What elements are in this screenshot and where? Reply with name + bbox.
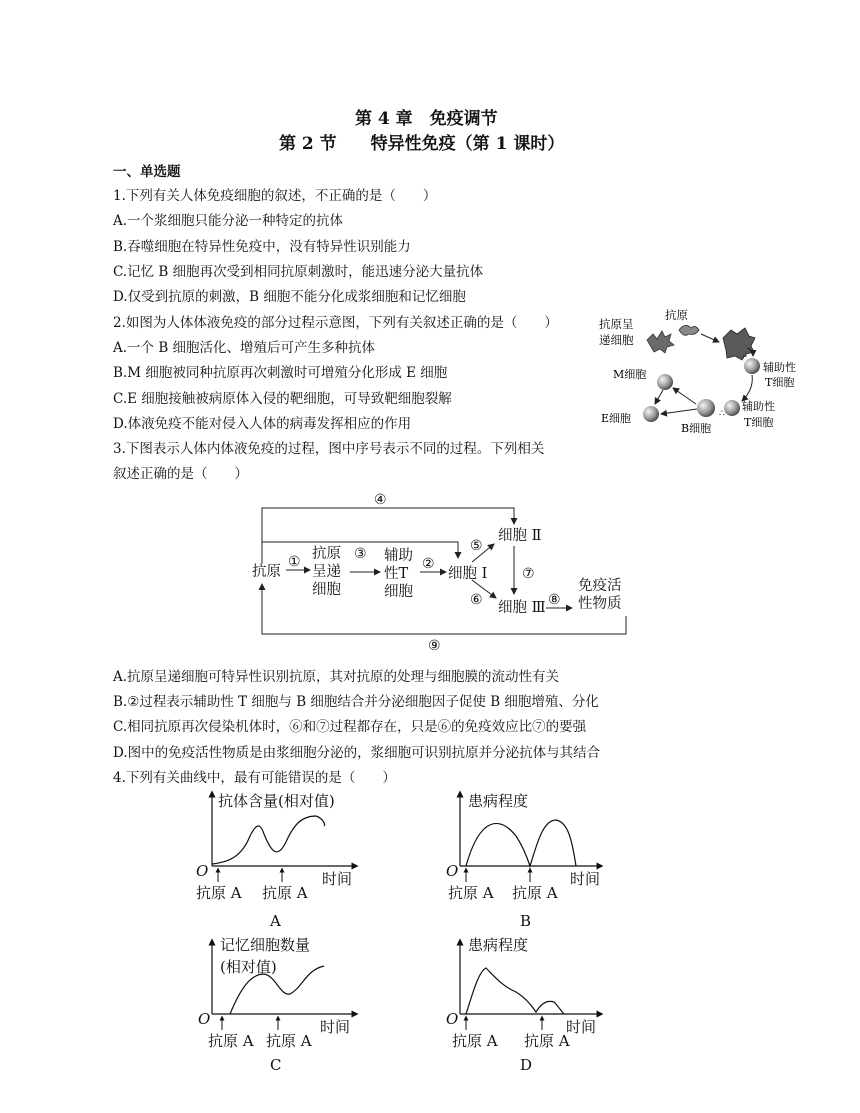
chapter-title: 第 4 章 免疫调节 bbox=[355, 109, 498, 129]
q3-antigen: 抗原 bbox=[252, 564, 281, 580]
q4-c-origin: O bbox=[198, 1010, 211, 1028]
q4-a-antigen-1: 抗原 A bbox=[196, 884, 242, 902]
q3-step-2: ② bbox=[422, 556, 435, 572]
q3-cell-2: 细胞 Ⅱ bbox=[498, 528, 542, 544]
q3-th-3: 细胞 bbox=[384, 584, 413, 600]
q3-cell-1: 细胞 Ⅰ bbox=[448, 566, 488, 582]
q4-c-antigen-2: 抗原 A bbox=[266, 1032, 312, 1050]
q3-option-c: C.相同抗原再次侵染机体时，⑥和⑦过程都存在，只是⑥的免疫效应比⑦的要强 bbox=[113, 719, 587, 735]
q3-option-a: A.抗原呈递细胞可特异性识别抗原，其对抗原的处理与细胞膜的流动性有关 bbox=[113, 669, 560, 685]
q4-c-ylabel-2: (相对值) bbox=[220, 958, 277, 976]
q3-th-1: 辅助 bbox=[384, 548, 413, 564]
q4-c-ylabel-1: 记忆细胞数量 bbox=[220, 936, 311, 954]
q4-b-caption: B bbox=[520, 912, 532, 930]
q4-d-caption: D bbox=[520, 1056, 533, 1074]
q3-step-5: ⑤ bbox=[470, 538, 483, 554]
q2-m-cell-label: M细胞 bbox=[613, 368, 647, 381]
q1-stem: 1.下列有关人体免疫细胞的叙述，不正确的是（ ） bbox=[113, 188, 437, 204]
q2-e-cell bbox=[643, 406, 659, 422]
q4-d-origin: O bbox=[446, 1010, 459, 1028]
q2-th1-label-a: 辅助性 bbox=[763, 361, 796, 374]
q2-antigen-icon bbox=[679, 325, 699, 335]
q1-option-b: B.吞噬细胞在特异性免疫中，没有特异性识别能力 bbox=[113, 239, 411, 255]
q2-b-cell-label: B细胞 bbox=[681, 422, 712, 435]
q1-option-d: D.仅受到抗原的刺激，B 细胞不能分化成浆细胞和记忆细胞 bbox=[113, 289, 466, 305]
q3-substance-1: 免疫活 bbox=[578, 578, 622, 594]
q4-c-caption: C bbox=[270, 1056, 282, 1074]
q3-th-2: 性T bbox=[384, 566, 409, 582]
q4-c-antigen-1: 抗原 A bbox=[208, 1032, 254, 1050]
q2-b-cell bbox=[697, 399, 715, 417]
q2-humoral-diagram bbox=[595, 300, 820, 440]
q2-apc-label-1: 抗原呈 bbox=[599, 317, 634, 331]
q1-option-c: C.记忆 B 细胞再次受到相同抗原刺激时，能迅速分泌大量抗体 bbox=[113, 264, 484, 280]
q3-option-b: B.②过程表示辅助性 T 细胞与 B 细胞结合并分泌细胞因子促使 B 细胞增殖、分化 bbox=[113, 694, 599, 710]
q4-b-ylabel: 患病程度 bbox=[468, 792, 529, 810]
q4-b-antigen-1: 抗原 A bbox=[448, 884, 494, 902]
q4-b-antigen-2: 抗原 A bbox=[512, 884, 558, 902]
q3-step-8: ⑧ bbox=[548, 592, 561, 608]
q4-d-antigen-2: 抗原 A bbox=[524, 1032, 570, 1050]
q4-a-xlabel: 时间 bbox=[322, 870, 353, 888]
q2-option-a: A.一个 B 细胞活化、增殖后可产生多种抗体 bbox=[113, 340, 376, 356]
q3-apc-3: 细胞 bbox=[312, 582, 341, 598]
q2-cytokine-dots: ∴ bbox=[719, 409, 725, 419]
q2-apc-label-2: 递细胞 bbox=[599, 333, 634, 347]
q2-stem: 2.如图为人体体液免疫的部分过程示意图，下列有关叙述正确的是（ ） bbox=[113, 315, 558, 331]
q2-th-cell-2 bbox=[724, 400, 740, 416]
q3-stem-line2: 叙述正确的是（ ） bbox=[113, 466, 248, 482]
section-heading: 一、单选题 bbox=[113, 164, 181, 180]
q2-processed-antigen-icon bbox=[723, 328, 755, 360]
q1-option-a: A.一个浆细胞只能分泌一种特定的抗体 bbox=[113, 213, 344, 229]
section-title: 第 2 节 特异性免疫（第 1 课时） bbox=[279, 134, 565, 154]
q2-m-cell bbox=[657, 374, 673, 390]
q2-th-cell-1 bbox=[744, 358, 760, 374]
q2-th2-label-a: 辅助性 bbox=[742, 400, 775, 413]
q3-step-3: ③ bbox=[354, 546, 367, 562]
q4-a-origin: O bbox=[196, 862, 209, 880]
q4-c-xlabel: 时间 bbox=[320, 1018, 351, 1036]
q2-option-d: D.体液免疫不能对侵入人体的病毒发挥相应的作用 bbox=[113, 416, 412, 432]
q4-a-ylabel: 抗体含量(相对值) bbox=[218, 792, 335, 810]
q4-a-caption: A bbox=[270, 912, 281, 930]
q3-substance-2: 性物质 bbox=[578, 596, 622, 612]
q3-step-1: ① bbox=[288, 554, 301, 570]
q4-stem: 4.下列有关曲线中，最有可能错误的是（ ） bbox=[113, 770, 396, 786]
q4-graphs bbox=[190, 786, 630, 1086]
q3-apc-2: 呈递 bbox=[312, 564, 341, 580]
q4-graph-c bbox=[212, 942, 355, 1030]
q4-d-ylabel: 患病程度 bbox=[468, 936, 529, 954]
q3-option-d: D.图中的免疫活性物质是由浆细胞分泌的，浆细胞可识别抗原并分泌抗体与其结合 bbox=[113, 745, 601, 761]
q2-antigen-label: 抗原 bbox=[665, 308, 688, 322]
q2-e-cell-label: E细胞 bbox=[601, 412, 632, 425]
q4-graph-d bbox=[460, 942, 600, 1030]
q2-th2-label-b: T细胞 bbox=[744, 416, 774, 429]
q3-cell-3: 细胞 Ⅲ bbox=[498, 600, 546, 616]
q3-step-6: ⑥ bbox=[470, 592, 483, 608]
q2-apc-cell-icon bbox=[647, 331, 674, 353]
q2-th1-label-b: T细胞 bbox=[765, 376, 795, 389]
q4-d-xlabel: 时间 bbox=[566, 1018, 597, 1036]
q4-b-origin: O bbox=[446, 862, 459, 880]
q3-apc-1: 抗原 bbox=[312, 546, 341, 562]
q2-option-b: B.M 细胞被同种抗原再次刺激时可增殖分化形成 E 细胞 bbox=[113, 365, 448, 381]
q4-d-antigen-1: 抗原 A bbox=[452, 1032, 498, 1050]
q4-b-xlabel: 时间 bbox=[570, 870, 601, 888]
q3-step-7: ⑦ bbox=[522, 566, 535, 582]
q4-a-antigen-2: 抗原 A bbox=[262, 884, 308, 902]
q3-step-4: ④ bbox=[374, 492, 387, 508]
q3-stem-line1: 3.下图表示人体内体液免疫的过程，图中序号表示不同的过程。下列相关 bbox=[113, 441, 545, 457]
q2-option-c: C.E 细胞接触被病原体入侵的靶细胞，可导致靶细胞裂解 bbox=[113, 391, 452, 407]
q3-flow-diagram bbox=[250, 484, 640, 654]
q3-step-9: ⑨ bbox=[428, 638, 441, 654]
